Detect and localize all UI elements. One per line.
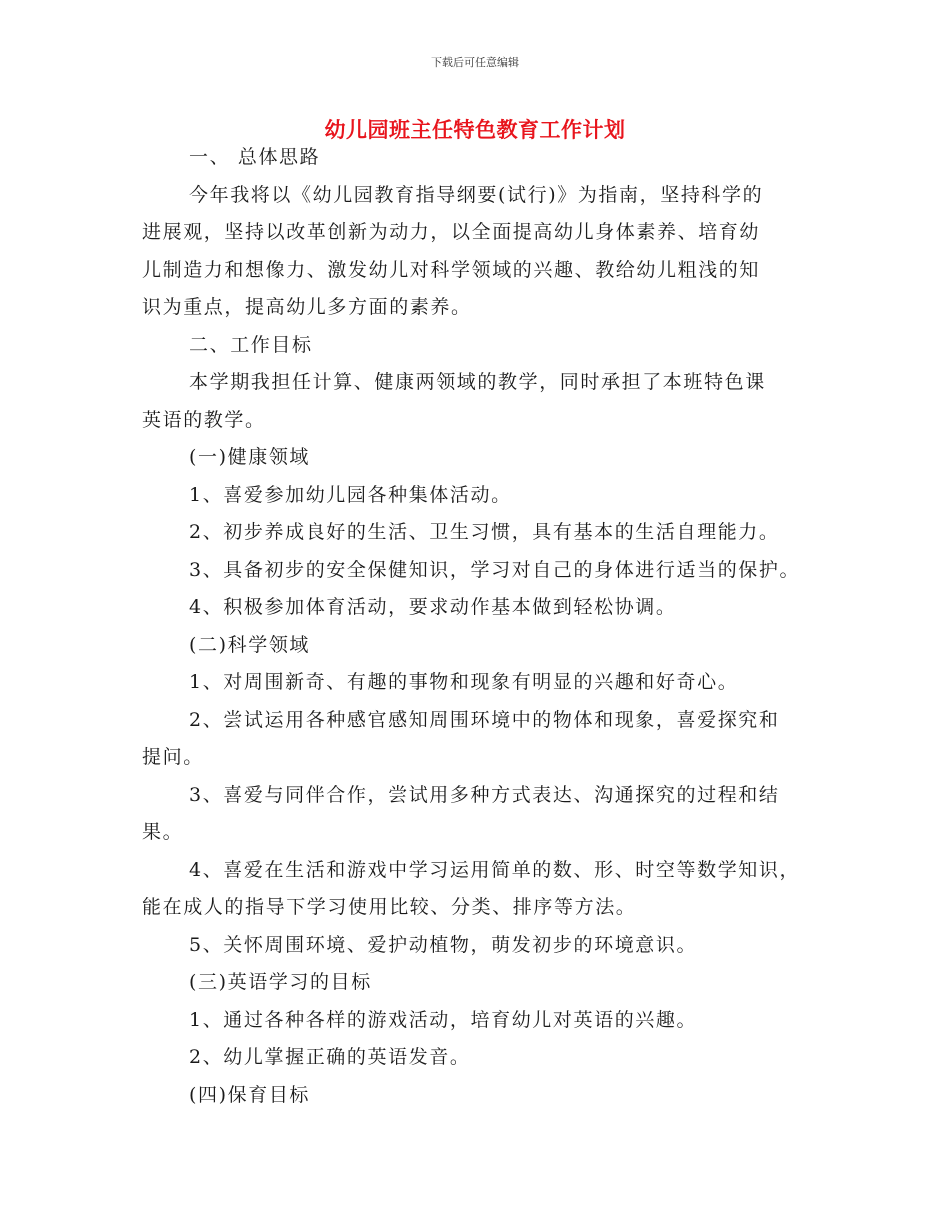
list-item: 3、喜爱与同伴合作，尝试用多种方式表达、沟通探究的过程和结	[189, 783, 780, 806]
list-item: 2、初步养成良好的生活、卫生习惯，具有基本的生活自理能力。	[189, 521, 780, 543]
list-item: 1、通过各种各样的游戏活动，培育幼儿对英语的兴趣。	[189, 1008, 698, 1031]
subsection-heading-english: (三)英语学习的目标	[189, 971, 372, 993]
document-title: 幼儿园班主任特色教育工作计划	[324, 118, 626, 142]
list-item-continuation: 果。	[142, 821, 184, 843]
list-item: 2、幼儿掌握正确的英语发音。	[189, 1046, 471, 1068]
list-item: 5、关怀周围环境、爱护动植物，萌发初步的环境意识。	[189, 933, 698, 956]
paragraph-line: 今年我将以《幼儿园教育指导纲要(试行)》为指南，坚持科学的	[189, 183, 764, 206]
list-item: 1、对周围新奇、有趣的事物和现象有明显的兴趣和好奇心。	[189, 671, 739, 693]
paragraph-line: 识为重点，提高幼儿多方面的素养。	[142, 296, 472, 318]
subsection-heading-science: (二)科学领域	[189, 633, 311, 656]
list-item: 2、尝试运用各种感官感知周围环境中的物体和现象，喜爱探究和	[189, 708, 780, 731]
section-heading-overview: 一、 总体思路	[189, 146, 321, 168]
page-header-note: 下载后可任意编辑	[431, 56, 519, 69]
list-item: 3、具备初步的安全保健知识，学习对自己的身体进行适当的保护。	[189, 558, 801, 581]
paragraph-line: 儿制造力和想像力、激发幼儿对科学领域的兴趣、教给幼儿粗浅的知	[142, 258, 761, 281]
section-heading-goals: 二、工作目标	[189, 333, 313, 356]
list-item-continuation: 提问。	[142, 746, 204, 768]
list-item: 4、喜爱在生活和游戏中学习运用简单的数、形、时空等数学知识，	[189, 858, 801, 881]
list-item: 1、喜爱参加幼儿园各种集体活动。	[189, 483, 512, 506]
list-item: 4、积极参加体育活动，要求动作基本做到轻松协调。	[189, 596, 677, 618]
subsection-heading-care: (四)保育目标	[189, 1083, 311, 1106]
document-body	[142, 139, 832, 1114]
paragraph-line: 英语的教学。	[142, 408, 266, 431]
paragraph-line: 本学期我担任计算、健康两领域的教学，同时承担了本班特色课	[189, 371, 766, 393]
subsection-heading-health: (一)健康领域	[189, 446, 311, 468]
list-item-continuation: 能在成人的指导下学习使用比较、分类、排序等方法。	[142, 896, 637, 918]
paragraph-line: 进展观，坚持以改革创新为动力，以全面提高幼儿身体素养、培育幼	[142, 221, 761, 243]
